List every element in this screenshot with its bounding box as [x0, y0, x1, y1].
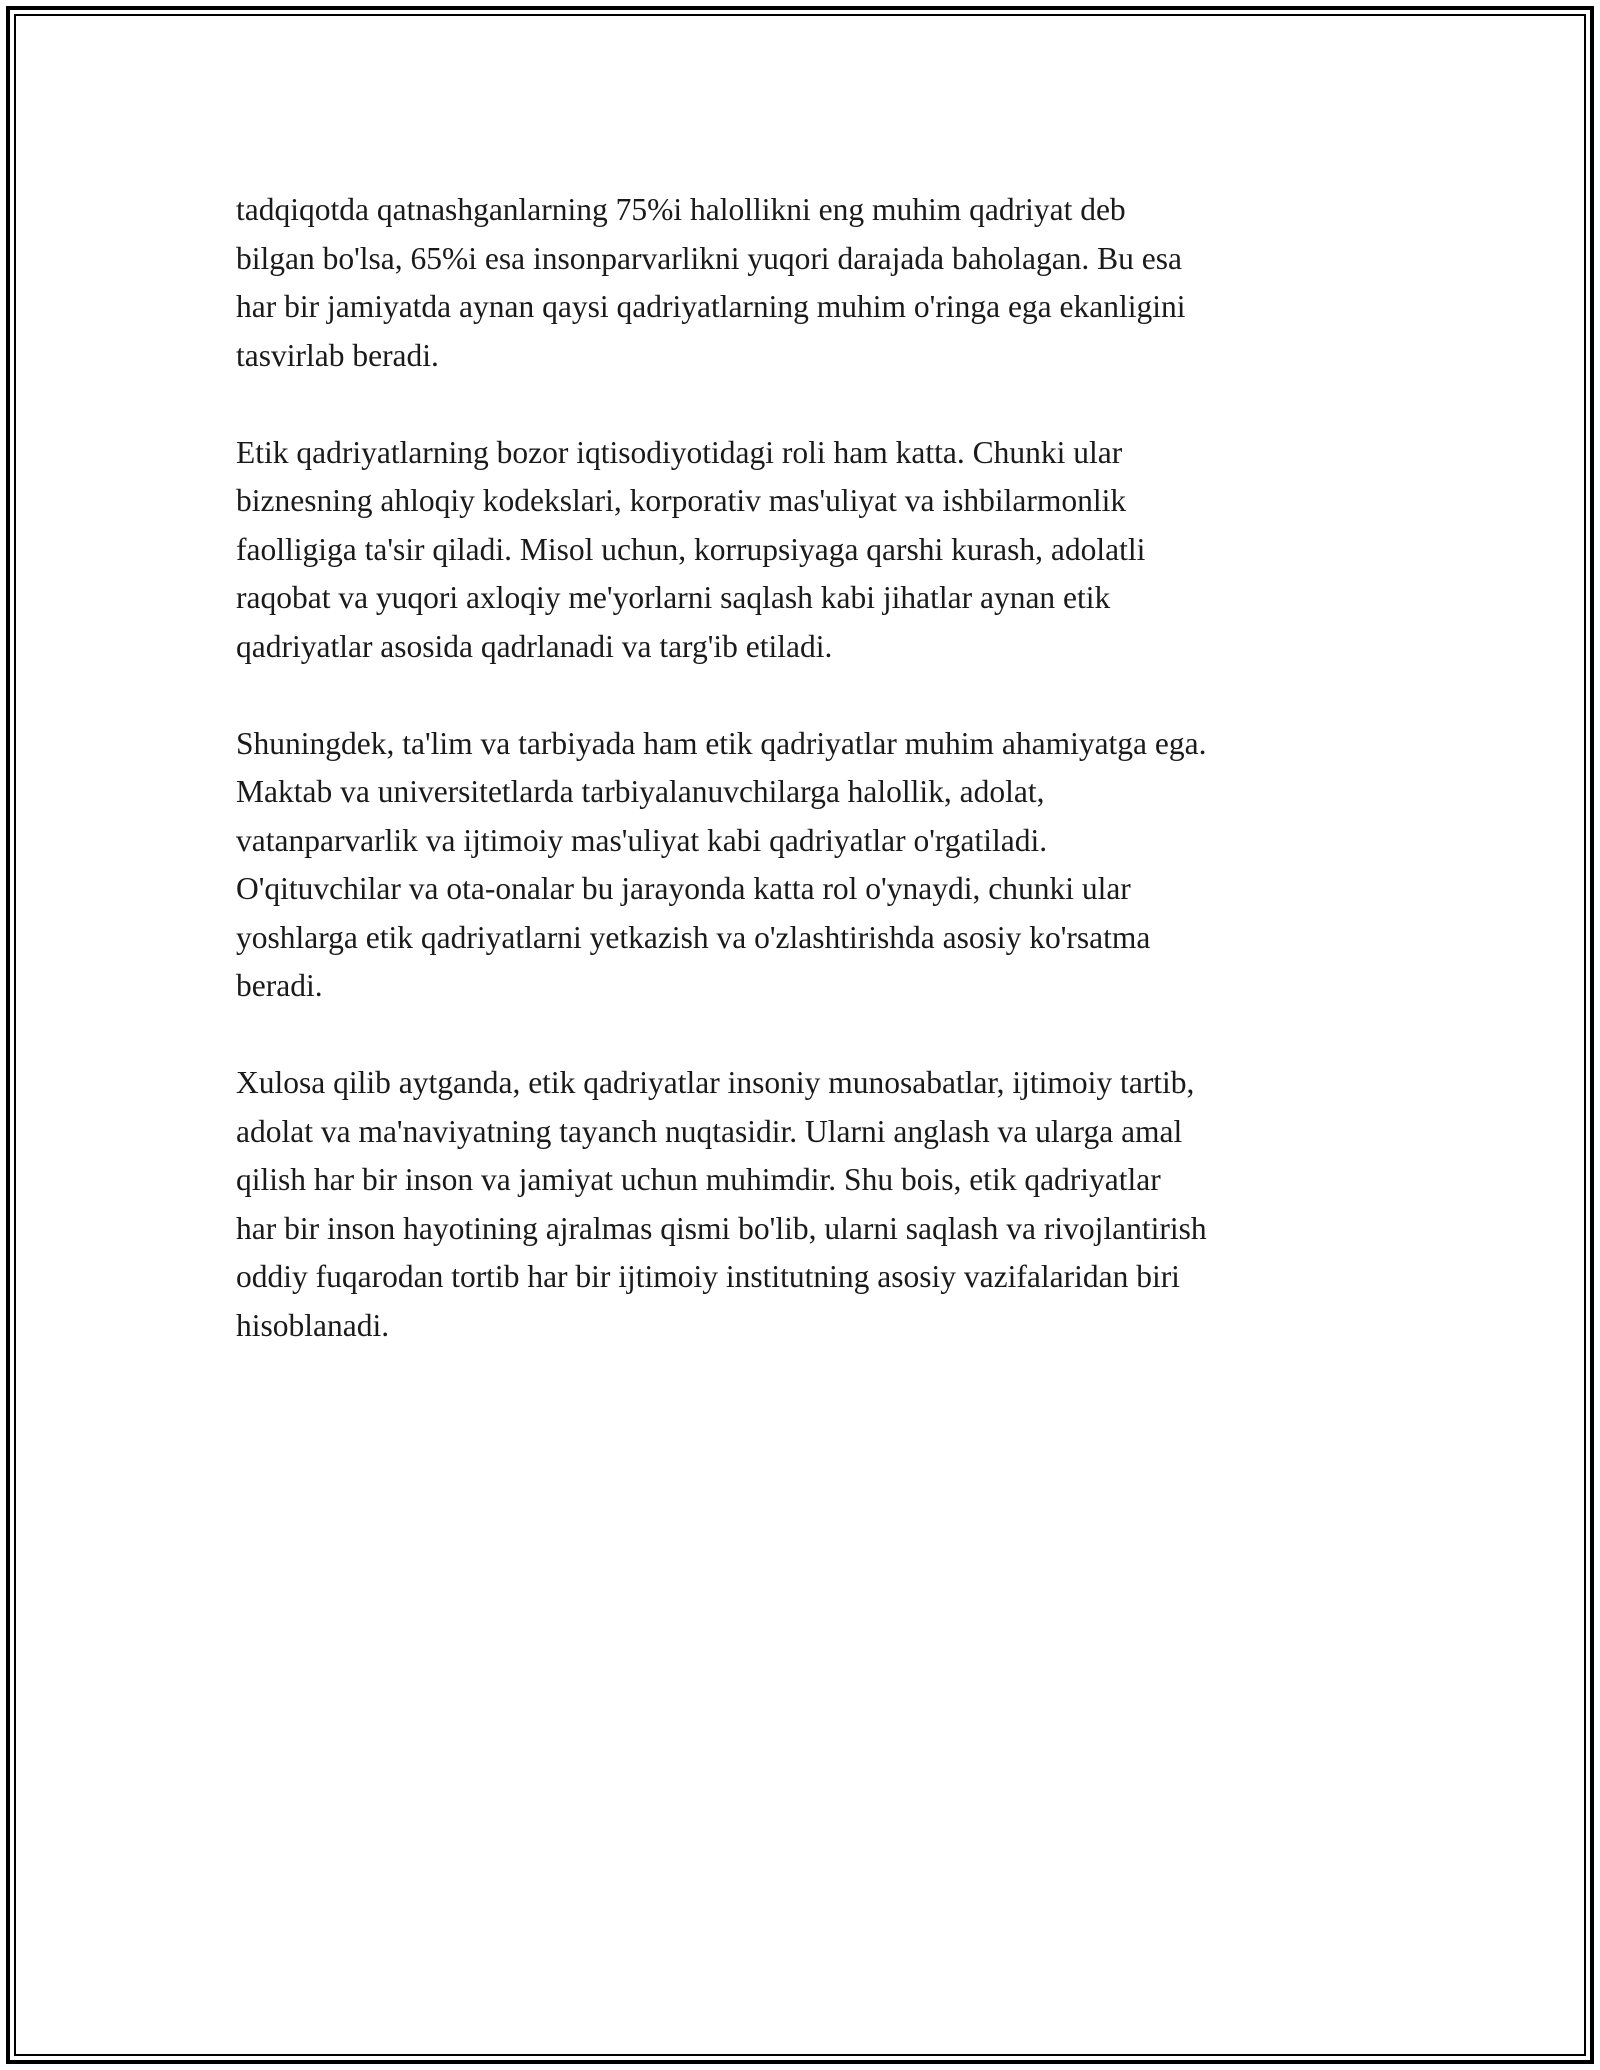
- paragraph-line: qadriyatlar asosida qadrlanadi va targ'ib etiladi.: [236, 628, 833, 664]
- paragraph-3: [236, 720, 1386, 1011]
- paragraph-line: hisoblanadi.: [236, 1307, 390, 1343]
- paragraph-2: [236, 429, 1386, 672]
- paragraph-line: beradi.: [236, 968, 323, 1003]
- paragraph-line: O'qituvchilar va ota-onalar bu jarayonda katta rol o'ynaydi, chunki ular: [236, 871, 1131, 906]
- paragraph-line: biznesning ahloqiy kodekslari, korporativ mas'uliyat va ishbilarmonlik: [236, 483, 1127, 518]
- paragraph-1: [236, 186, 1386, 380]
- paragraph-line: har bir inson hayotining ajralmas qismi bo'lib, ularni saqlash va rivojlantirish: [236, 1210, 1207, 1246]
- paragraph-line: adolat va ma'naviyatning tayanch nuqtasidir. Ularni anglash va ularga amal: [236, 1113, 1183, 1149]
- paragraph-line: Maktab va universitetlarda tarbiyalanuvchilarga halollik, adolat,: [236, 774, 1045, 809]
- document-body: [236, 186, 1386, 1350]
- paragraph-4: [236, 1059, 1386, 1350]
- paragraph-line: oddiy fuqarodan tortib har bir ijtimoiy institutning asosiy vazifalaridan biri: [236, 1259, 1180, 1294]
- paragraph-line: yoshlarga etik qadriyatlarni yetkazish va o'zlashtirishda asosiy ko'rsatma: [236, 919, 1151, 955]
- paragraph-line: vatanparvarlik va ijtimoiy mas'uliyat kabi qadriyatlar o'rgatiladi.: [236, 822, 1048, 858]
- paragraph-line: Etik qadriyatlarning bozor iqtisodiyotidagi roli ham katta. Chunki ular: [236, 434, 1123, 470]
- paragraph-line: Xulosa qilib aytganda, etik qadriyatlar insoniy munosabatlar, ijtimoiy tartib,: [236, 1065, 1195, 1100]
- paragraph-line: har bir jamiyatda aynan qaysi qadriyatlarning muhim o'ringa ega ekanligini: [236, 289, 1186, 324]
- paragraph-line: tadqiqotda qatnashganlarning 75%i halollikni eng muhim qadriyat deb: [236, 192, 1126, 227]
- paragraph-line: tasvirlab beradi.: [236, 337, 439, 373]
- paragraph-line: raqobat va yuqori axloqiy me'yorlarni saqlash kabi jihatlar aynan etik: [236, 580, 1111, 615]
- paragraph-line: Shuningdek, ta'lim va tarbiyada ham etik qadriyatlar muhim ahamiyatga ega.: [236, 725, 1207, 761]
- paragraph-line: qilish har bir inson va jamiyat uchun muhimdir. Shu bois, etik qadriyatlar: [236, 1162, 1161, 1197]
- paragraph-line: faolligiga ta'sir qiladi. Misol uchun, korrupsiyaga qarshi kurash, adolatli: [236, 531, 1146, 567]
- paragraph-line: bilgan bo'lsa, 65%i esa insonparvarlikni yuqori darajada baholagan. Bu esa: [236, 240, 1183, 276]
